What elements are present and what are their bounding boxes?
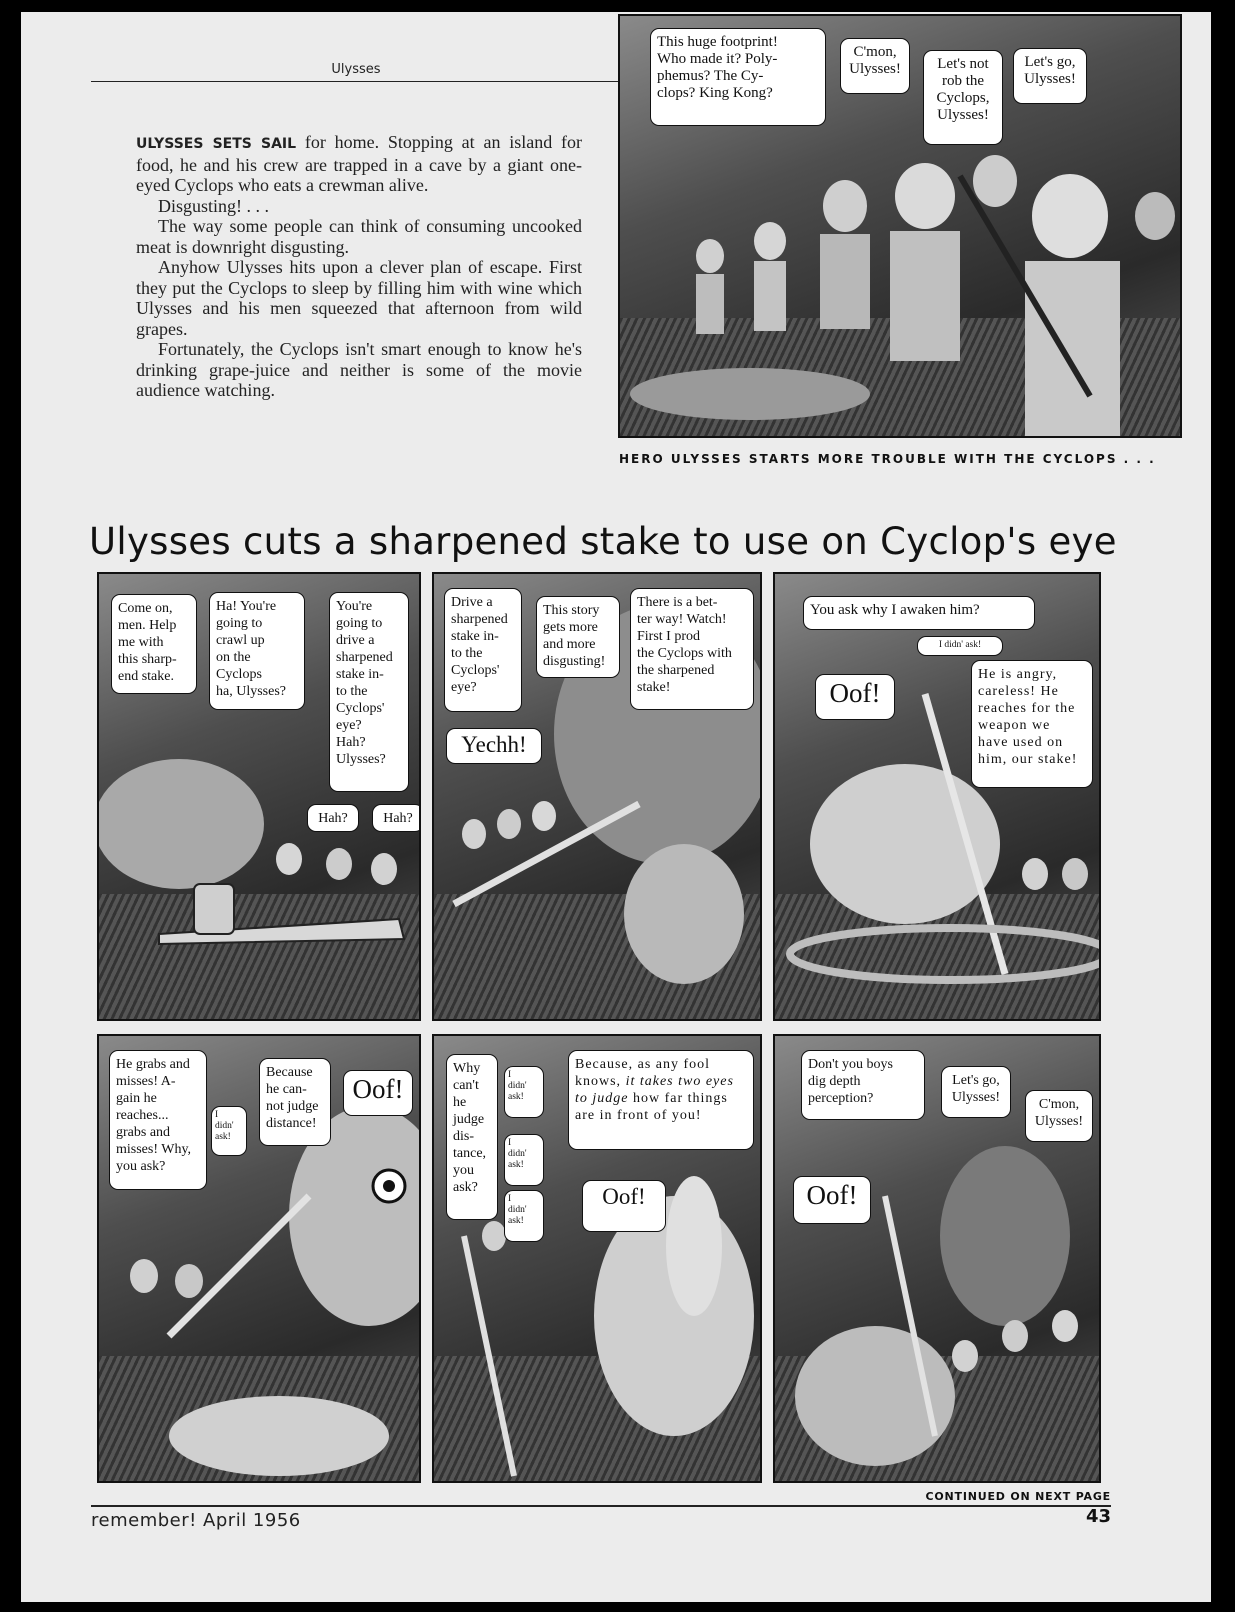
two-eyes-text-2: it takes two eyes to judge [575, 1074, 734, 1106]
speech-bubble-didnt-ask-3: I didn' ask! [504, 1190, 544, 1242]
speech-bubble-crawl-up: Ha! You're going to crawl up on the Cyclops ha, Ulysses? [209, 592, 305, 710]
speech-bubble-disgusting: This story gets more and more disgusting! [536, 596, 620, 678]
speech-bubble-oof: Oof! [815, 674, 895, 720]
speech-bubble-better-way: There is a bet- ter way! Watch! First I prod the Cyclops with the sharpened stake! [630, 588, 754, 710]
speech-bubble-cannot-judge: Because he can- not judge distance! [259, 1058, 331, 1146]
comic-panel-5 [432, 1034, 762, 1483]
speech-bubble-footprint: This huge footprint! Who made it? Poly- phemus? The Cy- clops? King Kong? [650, 28, 826, 126]
intro-paragraph-1 [136, 132, 582, 196]
continued-notice: CONTINUED ON NEXT PAGE [925, 1490, 1111, 1503]
two-eyes-text-1: Because, as any fool knows, [575, 1057, 711, 1089]
speech-bubble-oof: Oof! [793, 1176, 871, 1224]
speech-bubble-two-eyes [568, 1050, 754, 1150]
footer-rule [91, 1505, 1111, 1507]
speech-bubble-cmon: C'mon, Ulysses! [840, 38, 910, 94]
footer-publication: remember! April 1956 [91, 1510, 301, 1531]
speech-bubble-oof: Oof! [582, 1180, 666, 1232]
intro-text [136, 132, 582, 401]
comic-panel-1 [97, 572, 421, 1021]
intro-lead: ULYSSES SETS SAIL [136, 136, 297, 152]
magazine-page [21, 12, 1211, 1602]
speech-bubble-come-on-men: Come on, men. Help me with this sharp- end stake. [111, 594, 197, 694]
comic-panel-2 [432, 572, 762, 1021]
intro-paragraph-4: Anyhow Ulysses hits upon a clever plan of escape. First they put the Cyclops to sleep by filling him with wine which Ulysses and his men squeezed that afternoon from wild grapes. [136, 257, 582, 339]
speech-bubble-didnt-ask: I didn' ask! [211, 1106, 247, 1156]
comic-panel-3 [773, 572, 1101, 1021]
speech-bubble-depth-perception: Don't you boys dig depth perception? [801, 1050, 925, 1120]
intro-paragraph-2: Disgusting! . . . [158, 195, 270, 216]
illustration-caption: HERO ULYSSES STARTS MORE TROUBLE WITH THE CYCLOPS . . . [619, 452, 1156, 466]
page-number: 43 [1085, 1506, 1111, 1527]
intro-paragraph-3: The way some people can think of consuming uncooked meat is downright disgusting. [136, 216, 582, 257]
speech-bubble-lets-go: Let's go, Ulysses! [941, 1066, 1011, 1118]
speech-bubble-why-cant-judge: Why can't he judge dis- tance, you ask? [446, 1054, 498, 1220]
speech-bubble-grabs-misses: He grabs and misses! A- gain he reaches... grabs and misses! Why, you ask? [109, 1050, 207, 1190]
speech-bubble-didnt-ask-2: I didn' ask! [504, 1134, 544, 1186]
comic-panel-6 [773, 1034, 1101, 1483]
intro-paragraph-1-text: for home. Stopping at an island for food, he and his crew are trapped in a cave by a giant one-eyed Cyclops who eats a crewman alive. [136, 132, 582, 195]
speech-bubble-yechh: Yechh! [446, 728, 542, 764]
top-illustration [618, 14, 1182, 438]
comic-panel-4 [97, 1034, 421, 1483]
speech-bubble-lets-go: Let's go, Ulysses! [1013, 48, 1087, 104]
speech-bubble-hah-2: Hah? [372, 804, 421, 832]
speech-bubble-oof: Oof! [343, 1070, 413, 1116]
speech-bubble-cmon: C'mon, Ulysses! [1025, 1090, 1093, 1142]
two-eyes-text-3: how far things are in front of you! [575, 1091, 728, 1123]
speech-bubble-didnt-ask: I didn' ask! [917, 636, 1003, 656]
speech-bubble-drive-sharpened: Drive a sharpened stake in- to the Cyclops' eye? [444, 588, 522, 712]
speech-bubble-awaken: You ask why I awaken him? [803, 596, 1035, 630]
headline: Ulysses cuts a sharpened stake to use on Cyclop's eye [89, 520, 1117, 563]
speech-bubble-lets-not-rob: Let's not rob the Cyclops, Ulysses! [923, 50, 1003, 145]
intro-paragraph-5: Fortunately, the Cyclops isn't smart enough to know he's drinking grape-juice and neither is some of the movie audience watching. [136, 339, 582, 400]
speech-bubble-hah-1: Hah? [307, 804, 359, 832]
speech-bubble-drive-stake: You're going to drive a sharpened stake in- to the Cyclops' eye? Hah? Ulysses? [329, 592, 409, 792]
running-head: Ulysses [91, 62, 621, 82]
speech-bubble-angry-careless: He is angry, careless! He reaches for the weapon we have used on him, our stake! [971, 660, 1093, 788]
speech-bubble-didnt-ask-1: I didn' ask! [504, 1066, 544, 1118]
